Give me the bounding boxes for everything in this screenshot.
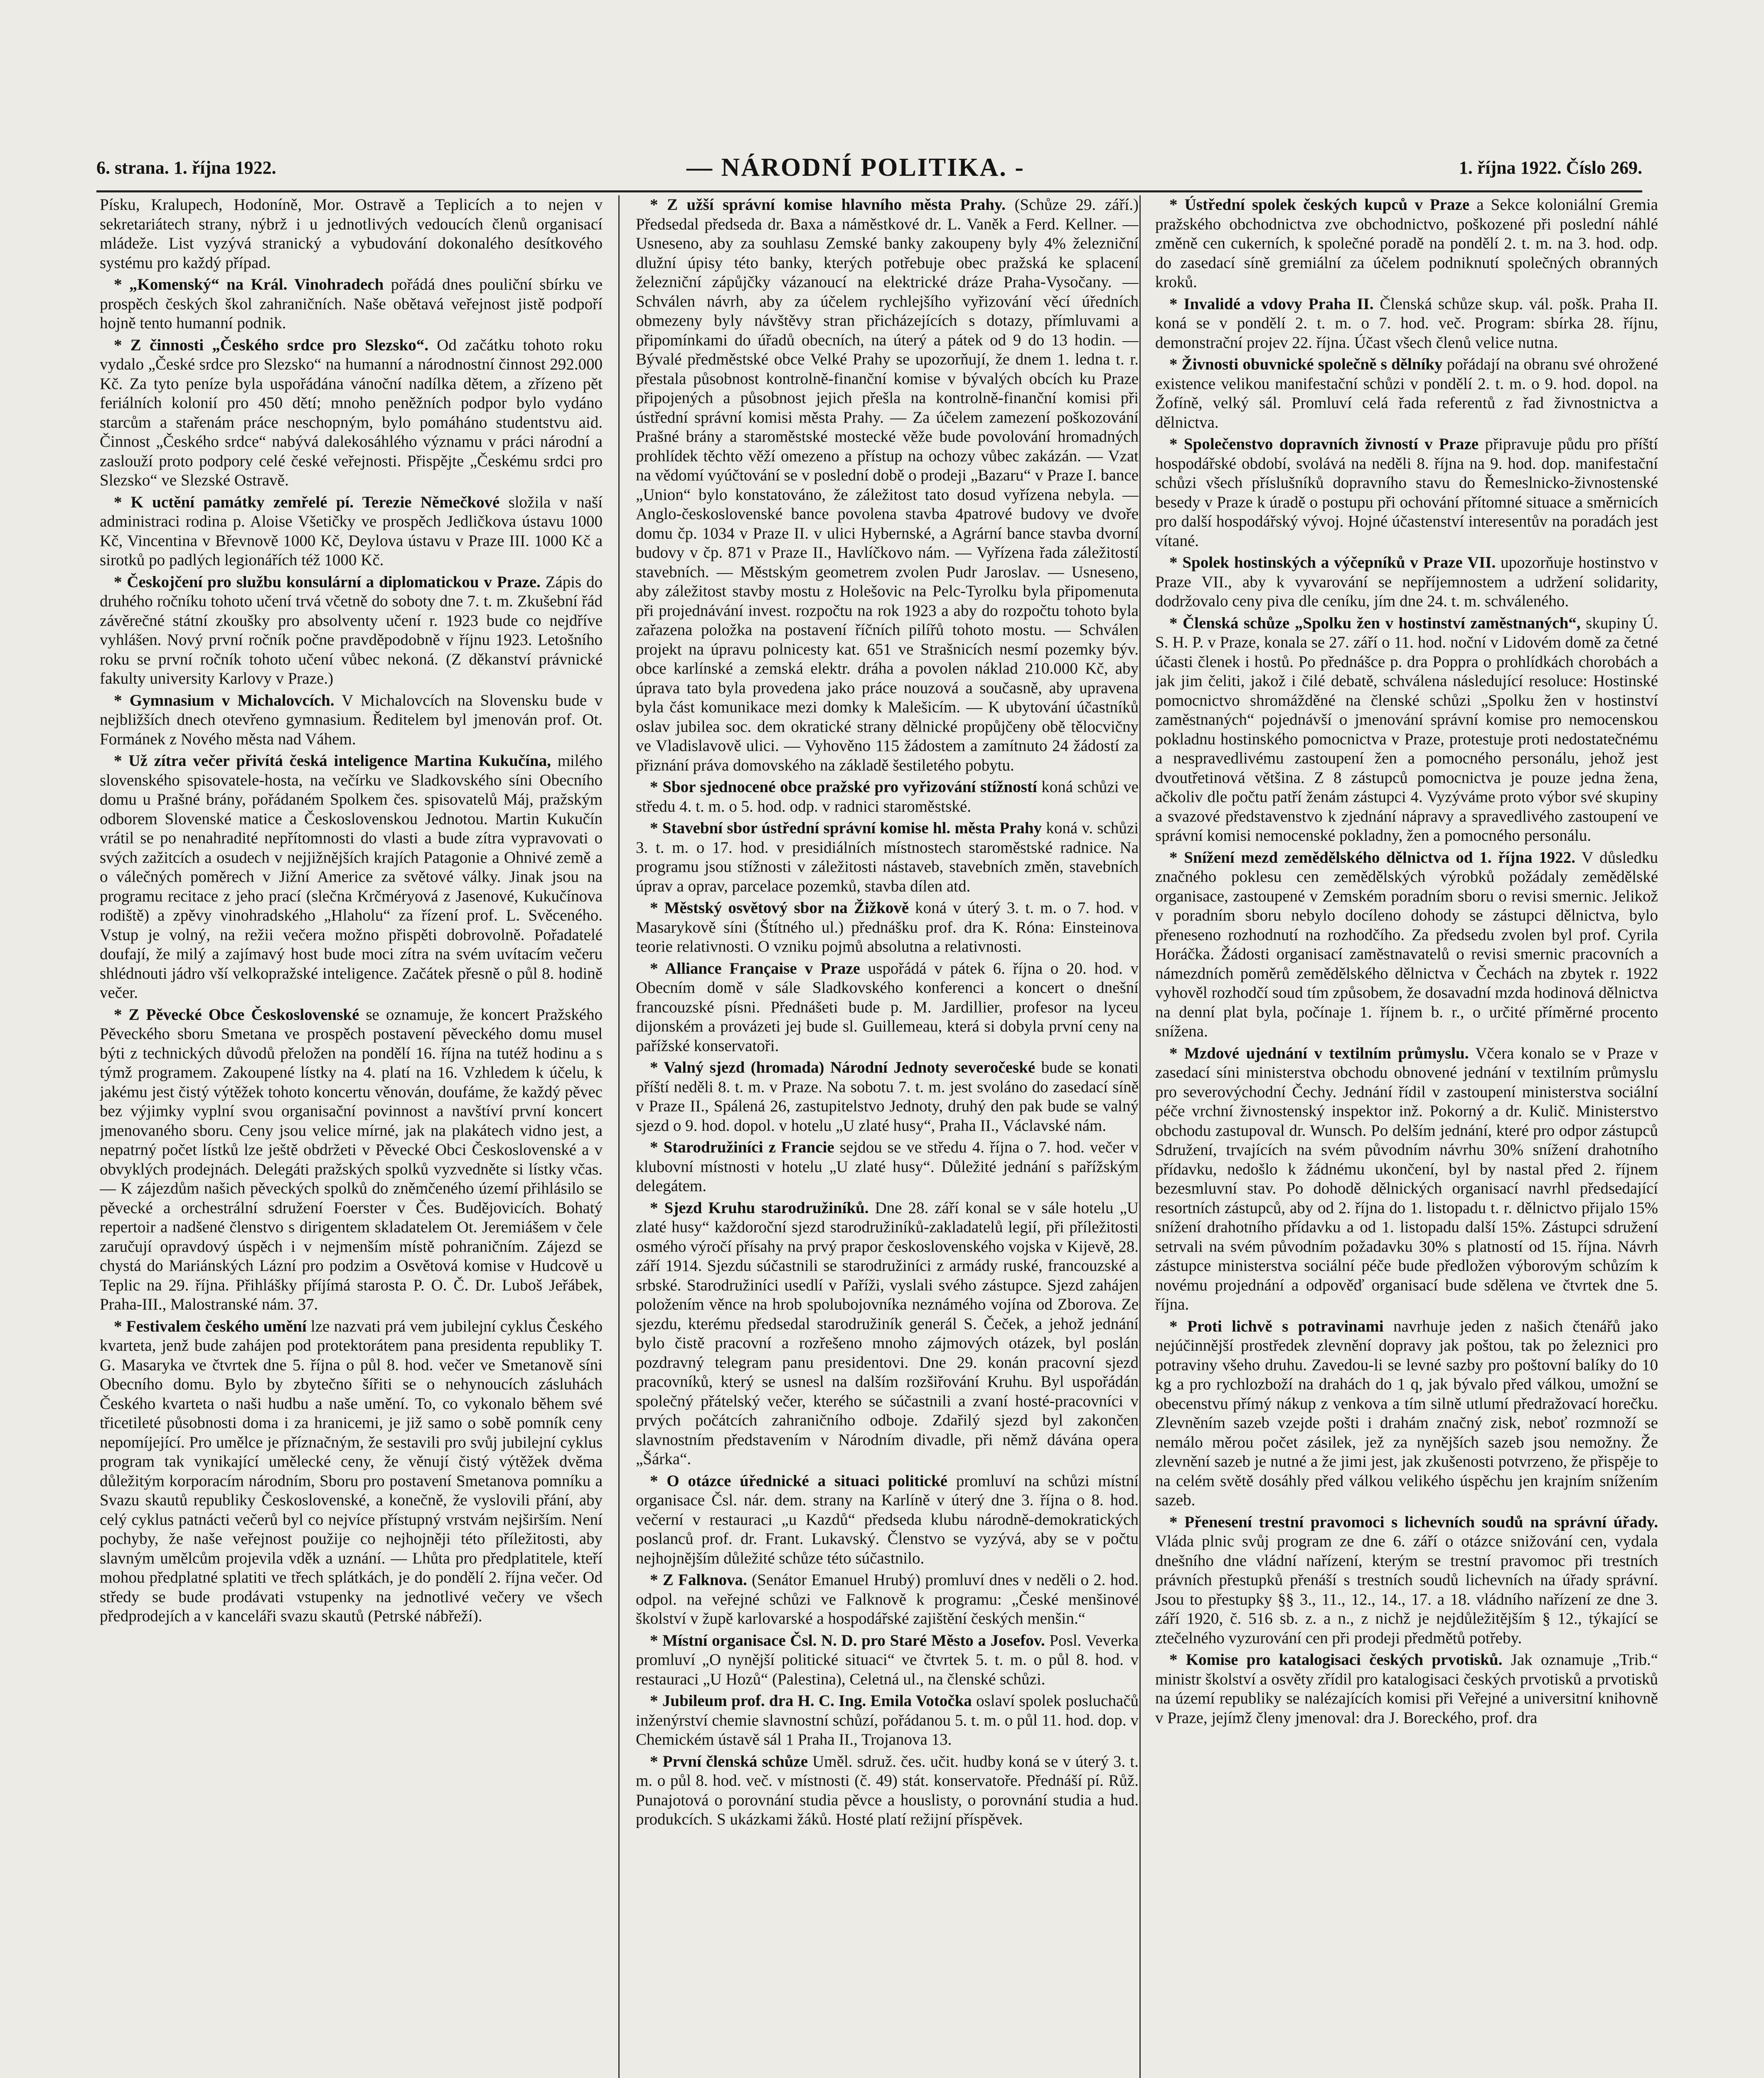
article-text: pořádá dnes pouliční sbírku ve prospěch českých škol zahraničních. Naše obětavá veřejnost jistě podpoří hojně tento humanní podnik. — [100, 276, 603, 332]
article-text: skupiny Ú. S. H. P. v Praze, konala se 27. září o 11. hod. noční v Lidovém domě za četné účasti členek i hostů. Po přednášce p. dra Poppra o prohlídkách chorobách a jak jim čeliti, jakož i čilé debatě, schválena následující resoluce: Hostinské pomocnictvo shromážděné na členské schůzi „Spolku žen v hostinství zaměstnaných“ pojednávší o jmenování správní komise pro nemocenskou pokladnu hostinského pomocnictva v Praze, protestuje proti nedostatečnému a nespravedlivému zastoupení žen a pomocného personálu, jehož jest dvoutřetinová většina. Z 8 zástupců pomocnictva je pouze jedna žena, ačkoliv dle počtu patří ženám zástupci 4. Vyzýváme proto výbor své skupiny a svazové představenstvo k zjednání nápravy a spravedlivého zastoupení ve správní komisi nemocenské pokladny, žen a pomocného personálu. — [1155, 614, 1658, 844]
article — [636, 899, 1139, 957]
article — [1155, 553, 1658, 611]
article-text: Zápis do druhého ročníku tohoto učení trvá včetně do soboty dne 7. t. m. Zkušební řád závěrečné státní zkoušky pro absolventy učení r. 1923 bude co nejdříve vyhlášen. Nový první ročník počne pravděpodobně v říjnu 1923. Letošního roku se první ročník tohoto učení vůbec nekoná. (Z děkanství právnické fakulty university Karlovy v Praze.) — [100, 573, 603, 687]
article — [100, 751, 603, 1003]
article-text: Vláda plnic svůj program ze dne 6. září o otázce snižování cen, vydala dnešního dne vládní nařízení, kterým se trestní pravomoc při trestních právních přestupků přenáší s trestních soudů lichevních na úřady správní. Jsou to přestupky §§ 3., 11., 12., 14., 17. a 18. vládního nařízení ze dne 3. září 1920, č. 516 sb. z. a n., z nichž je nejdůležitějším § 12., týkající se ztečelného vyzurování cen při prodeji předmětů potřeby. — [1155, 1532, 1658, 1647]
article-headline: * Už zítra večer přivítá česká inteligence Martina Kukučína, — [114, 752, 551, 770]
article-headline: * Živnosti obuvnické společně s dělníky — [1169, 355, 1443, 373]
article-text: promluví na schůzi místní organisace Čsl. nár. dem. strany na Karlíně v úterý dne 3. října o 8. hod. večerní v restauraci „u Kazdů“ předseda klubu národně-demokratických poslanců prof. dr. Frant. Lukavský. Členstvo se vyzývá, aby se v počtu nejhojnějším důležité schůze této súčastnilo. — [636, 1472, 1139, 1567]
article-text: V důsledku značného poklesu cen zemědělských výrobků požádaly zemědělské organisace, zastoupené v Zemském poradním sboru o revisi smernic. Jelikož v poradním sboru nebylo docíleno dohody se zástupci dělnictva, bylo přeneseno rozhodnutí na rozhodčího. Za předsedu zvolen byl prof. Cyrila Horáčka. Žádosti organisací zaměstnavatelů o revisi smernic pracovních a námezdních poměrů zemědělského dělnictva v Čechách na zbytek r. 1922 vyhověl rozhodčí soud tím způsobem, že dosavadní mzda hodinová dělnictva na denní plat byla, počínaje 1. říjnem b. r., o určité příměrné procento snížena. — [1155, 848, 1658, 1040]
article — [1155, 1317, 1658, 1510]
article — [1155, 1513, 1658, 1648]
page-number-date: 6. strana. 1. října 1922. — [96, 158, 276, 178]
article-headline: * Místní organisace Čsl. N. D. pro Staré Město a Josefov. — [650, 1631, 1045, 1650]
article-text: milého slovenského spisovatele-hosta, na večírku ve Sladkovského síni Obecního domu u Prašné brány, pořádaném Spolkem čes. spisovatelů Máj, pražským odborem Slovenské matice a Československou Jednotou. Martin Kukučín vrátil se po nenahradité nepřítomnosti do vlasti a bude zítra vypravovati o svých zažitcích a osudech v nejjižnějších krajích Patagonie a Ohnivé země a o válečných poměrech v Jižní Americe za světové války. Jinak jsou na programu recitace z jeho prací (slečna Krčméryová z Jasenové, Kukučínova rodiště) a zpěvy vinohradského „Hlaholu“ za řízení prof. L. Svěceného. Vstup je volný, na režii večera možno přispěti dobrovolně. Pořadatelé doufají, že milý a zajímavý host bude moci zítra na svém uvítacím večeru shlédnouti jádro vší velkopražské inteligence. Začátek přesně o půl 8. hodině večer. — [100, 752, 603, 1002]
article-text: oslaví spolek posluchačů inženýrství chemie slavnostní schůzí, pořádanou 5. t. m. o půl 11. hod. dop. v Chemickém ústavě sál 1 Praha II., Trojanova 13. — [636, 1692, 1139, 1748]
article — [1155, 195, 1658, 292]
article — [1155, 435, 1658, 551]
article — [100, 195, 603, 273]
article — [1155, 355, 1658, 432]
article — [100, 573, 603, 689]
article-headline: * Alliance Française v Praze — [650, 959, 860, 977]
article-text: složila v naší administraci rodina p. Aloise Všetičky ve prospěch Jedličkova ústavu 1000 Kč, Vincentina v Břevnově 1000 Kč, Deylova ústavu v Praze III. 1000 Kč a sirotků po padlých legionářích též 1000 Kč. — [100, 493, 603, 569]
article-text: lze nazvati prá vem jubilejní cyklus Českého kvarteta, jenž bude zahájen pod protektorátem pana presidenta republiky T. G. Masaryka ve čtvrtek dne 5. října o půl 8. hod. večer ve Smetanově síni Obecního domu. Bylo by zbytečno šířiti se o nehynoucích zásluhách Českého kvarteta o naši hudbu a naše umění. To, co vykonalo během své třicetileté působnosti doma i za hranicemi, je již samo o sobě pomník ceny nepomíjející. Pro umělce je příznačným, že sestavili pro svůj jubilejní cyklus program tak vynikající umělecké ceny, že věnují čistý výtěžek dvěma důležitým korporacím národním, Sboru pro postavení Smetanova pomníku a Svazu skautů republiky Československé, a konečně, že vyslovili přání, aby celý cyklus patnácti večerů byl co nejvíce přístupný vrstvám nejširším. Není pochyby, že naše veřejnost použije co nejhojněji této příležitosti, aby slavným umělcům projevila vděk a uznání. — Lhůta pro předplatitele, kteří mohou předplatné splatiti ve třech splátkách, je do pondělí 2. října večer. Od středy se bude prodávati vstupenky na jednotlivé večery ve všech předprodejích a v kanceláři svazu skautů (Petrské nábřeží). — [100, 1317, 603, 1625]
article-text: koná v. schůzi 3. t. m. o 17. hod. v presidiálních místnostech staroměstské radnice. Na programu jsou stížnosti v záležitosti nástaveb, stavebních změn, stavebních úprav a oprav, parcelace pozemků, stavba dílen atd. — [636, 819, 1139, 895]
article-headline: * Invalidé a vdovy Praha II. — [1169, 295, 1374, 313]
article-headline: * „Komenský“ na Král. Vinohradech — [114, 276, 384, 293]
article-headline: * Společenstvo dopravních živností v Praze — [1169, 435, 1479, 453]
article-text: uspořádá v pátek 6. října o 20. hod. v Obecním domě v sále Sladkovského konferenci a koncert o dnešní francouzské písni. Přednášeti bude p. M. Jardillier, profesor na lyceu dijonském a provázeti jej bude sl. Guillemeau, která si dobyla první ceny na pařížské konservatoři. — [636, 959, 1139, 1055]
article — [100, 493, 603, 570]
article-headline: * K uctění památky zemřelé pí. Terezie Němečkové — [114, 493, 500, 511]
article-text: navrhuje jeden z našich čtenářů jako nejúčinnější prostředek zlevnění dopravy jak poštou, tak po železnici pro potraviny všeho druhu. Zavedou-li se levné sazby pro poštovní balíky do 10 kg a pro rychlozboží na drahách do 1 q, jak bývalo před válkou, umožní se obecenstvu přímý nákup z venkova a tím silně utlumí předražovací horečku. Zlevněním sazeb vzejde pošti i drahám značný zisk, neboť rozmnoží se nemálo měrou počet zásilek, jež za nynějších sazeb jsou nemožny. Že zlevnění sazeb je nutné a že jimi jest, jak zkušenosti potvrzeno, že přispěje to na celém světě dosáhly před válkou velikého úspěchu jen krajním snížením sazeb. — [1155, 1317, 1658, 1509]
article — [636, 1199, 1139, 1469]
column-1 — [100, 195, 603, 2078]
article-text: bude se konati příští neděli 8. t. m. v Praze. Na sobotu 7. t. m. jest svoláno do zasedací síně v Praze II., Spálená 26, zastupitelstvo Jednoty, druhý den pak bude se valný sjezd o 9. hod. dopol. v hotelu „U zlaté husy“, Praha II., Václavské nám. — [636, 1059, 1139, 1135]
article-text: (Senátor Emanuel Hrubý) promluví dnes v neděli o 2. hod. odpol. na veřejné schůzi ve Falknově k programu: „České menšinové školství v župě karlovarské a hospodářské zajištění českých menšin.“ — [636, 1571, 1139, 1627]
column-divider — [1139, 195, 1141, 2078]
article-text: Dne 28. září konal se v sále hotelu „U zlaté husy“ každoroční sjezd starodružiníků-zakladatelů legií, při příležitosti osmého výročí přísahy na prvý prapor československého vojska v Kijevě, 28. září 1914. Sjezdu súčastnili se starodružiníci z armády ruské, francouzské a srbské. Starodružiníci usedlí v Paříži, vyslali svého zástupce. Sjezd zahájen položením věnce na hrob spolubojovníka neznámého vojína od Zborova. Ze sjezdu, kterému předsedal starodružiník generál S. Čeček, a jehož jednání bylo čistě pracovní a rozřešeno mnoho zájmových otázek, byl poslán pozdravný telegram panu presidentovi. Dne 29. konán pracovní sjezd pracovníků, který se usnesl na dalším rozšiřování Kruhu. Byl uspořádán společný přátelský večer, kterého se súčastnili a zvaní hosté-pracovníci v prvých počátcích zahraničního odboje. Zdařilý sjezd byl zakončen slavnostním představením v Národním divadle, při němž dávána opera „Šárka“. — [636, 1199, 1139, 1468]
article — [636, 1631, 1139, 1689]
article-headline: * Mzdové ujednání v textilním průmyslu. — [1169, 1044, 1469, 1062]
article-text: upozorňuje hostinstvo v Praze VII., aby k vyvarování se nepříjemnostem a udržení solidarity, dodržovalo ceny piva dle ceníku, jím dne 24. t. m. schváleného. — [1155, 554, 1658, 610]
article-headline: * Festivalem českého umění — [114, 1317, 307, 1335]
article — [636, 1058, 1139, 1135]
article-text: připravuje půdu pro příští hospodářské období, svolává na neděli 8. října na 9. hod. dop. manifestační schůzi všech příslušníků dopravního stavu do Řemeslnicko-živnostenské besedy v Praze k úradě o postupu při ochování přítomné situace a směrnicích pro další hospodářský vývoj. Hojné účastenství interesentův na poradách jest vítané. — [1155, 435, 1658, 550]
article-text: Členská schůze skup. vál. pošk. Praha II. koná se v pondělí 2. t. m. o 7. hod. več. Program: sbírka 28. říjnu, demonstrační projev 22. října. Účast všech členů velice nutna. — [1155, 295, 1658, 352]
article-headline: * Českojčení pro službu konsulární a diplomatickou v Praze. — [114, 573, 541, 591]
article-headline: * Sbor sjednocené obce pražské pro vyřizování stížností — [650, 778, 1037, 796]
article-headline: * Proti lichvě s potravinami — [1169, 1317, 1384, 1335]
article-text: sejdou se ve středu 4. října o 7. hod. večer v klubovní místnosti v hotelu „U zlaté husy“. Důležité jednání s pařížským delegátem. — [636, 1138, 1139, 1195]
article — [100, 336, 603, 490]
article-headline: * Komise pro katalogisaci českých prvotisků. — [1169, 1651, 1503, 1669]
article-text: Od začátku tohoto roku vydalo „České srdce pro Slezsko“ na humanní a národnostní činnost 292.000 Kč. Za tyto peníze byla uspořádána vánoční nadílka dětem, a zřízeno pět feriálních kolonií pro 450 dětí; mnoho peněžních podpor bylo vydáno starcům a stařenám práce neschopným, bylo pomáháno studentstvu aid. Činnost „Českého srdce“ nabývá dalekosáhlého významu v práci národní a zaslouží proto podpory celé české veřejnosti. Přispějte „Českému srdci pro Slezsko“ ve Slezské Ostravě. — [100, 336, 603, 489]
article — [636, 1752, 1139, 1829]
article-headline: * Městský osvětový sbor na Žižkově — [650, 899, 909, 917]
article — [1155, 614, 1658, 846]
column-2 — [636, 195, 1139, 2078]
article-text: koná schůzi ve středu 4. t. m. o 5. hod. odp. v radnici staroměstské. — [636, 778, 1139, 815]
article-headline: * Z užší správní komise hlavního města Prahy. — [650, 196, 1006, 214]
article-text: a Sekce koloniální Gremia pražského obchodnictva zve obchodnictvo, poškozené při poslední náhlé změně cen cukerních, k společné poradě na pondělí 2. t. m. na 3. hod. odp. do zasedací síně gremiální za účelem podniknutí společných obranných kroků. — [1155, 196, 1658, 291]
column-3 — [1155, 195, 1658, 2078]
article — [100, 1317, 603, 1626]
article — [636, 1571, 1139, 1629]
article — [100, 691, 603, 749]
article-text: V Michalovcích na Slovensku bude v nejbližších dnech otevřeno gymnasium. Ředitelem byl jmenován prof. Ot. Formánek z Nového města nad Váhem. — [100, 691, 603, 748]
article — [636, 1691, 1139, 1750]
article — [1155, 295, 1658, 353]
article — [636, 819, 1139, 896]
article — [1155, 1650, 1658, 1728]
article-text: se oznamuje, že koncert Pražského Pěveckého sboru Smetana ve prospěch postavení pěveckého domu musel býti z technických důvodů přeložen na pondělí 16. října na tutéž hodinu a s týmž programem. Zakoupené lístky na 4. platí na 16. Vzhledem k účelu, k jakému jest čistý výtěžek tohoto koncertu věnován, doufáme, že každý pěvec bez výjimky vyplní svou organisační povinnost a navštíví první koncert jmenovaného sboru. Ceny jsou velice mírné, jak na plakátech vidno jest, a nepatrný počet lístků lze ještě obdržeti v Pěvecké Obci Československé a v obvyklých prodejnách. Delegáti pražských spolků vyzvedněte si lístky včas. — K zájezdům našich pěveckých spolků do zněmčeného území přihlásilo se pěvecké a orchestrální sdružení Foerster v Čes. Budějovicích. Bohatý repertoir a nadšené členstvo s dirigentem skladatelem Ot. Jeremiášem v čele zaručují opravdový úspěch i v nejmenším místě pohraničním. Zájezd se chystá do Mariánských Lázní pro podzim a Osvětová komise v Hudcově u Teplic na 29. října. Přihlášky příjímá starosta P. O. Č. Dr. Luboš Jeřábek, Praha-III., Malostranské nám. 37. — [100, 1005, 603, 1313]
article-headline: * Z Falknova. — [650, 1571, 747, 1589]
article — [1155, 848, 1658, 1041]
article — [100, 275, 603, 333]
article-text: (Schůze 29. září.) Předsedal předseda dr. Baxa a náměstkové dr. L. Vaněk a Ferd. Kellner. — Usneseno, aby za souhlasu Zemské banky zakoupeny byly 4% železniční dlužní úpisy této banky, kterých potřebuje obec pražská ke splacení železniční zápůjčky vázanoucí na elektrické dráze Praha-Vysočany. — Schválen návrh, aby za účelem rychlejšího vyřizování věcí úředních obmezeny byly návštěvy stran přicházejících s dotazy, přímluvami a připomínkami do úřadů obecních, na úterý a pátek od 9 do 13 hodin. — Bývalé předměstské obce Velké Prahy se upozorňují, že dnem 1. ledna t. r. přestala působnost kontrolně-finanční komise v bývalých obcích ku Praze připojených a působnost jejich přešla na kontrolně-finanční komisi při ústřední správní komisi města Prahy. — Za účelem zamezení poškozování Prašné brány a staroměstské mostecké věže bude povolování hromadných prohlídek těchto věží omezeno a přístup na ochozy vůbec zakázán. — Vzat na vědomí vyúčtování se v poslední době o prodeji „Bazaru“ v Praze I. bance „Union“ bylo konstatováno, že záležitost tato dosud vyřízena nebyla. — Anglo-československé bance povolena stavba 4patrové budovy ve dvoře domu čp. 1034 v Praze II. v ulici Hybernské, a Agrární bance stavba dvorní budovy v čp. 871 v Praze II., Havlíčkovo nám. — Vyřízena řada záležitostí stavebních. — Městským geometrem zvolen Pudr Jaroslav. — Usneseno, aby záležitost stavby mostu z Holešovic na Pelc-Tyrolku byla připomenuta při projednávání invest. rozpočtu na rok 1923 a aby do rozpočtu tohoto byla zařazena položka na postavení říčních pilířů tohoto mostu. — Schválen projekt na úpravu polnicesty kat. 651 ve Strašnicích nesmí pozemky býv. obce karlínské a zemská elektr. dráha a povolen náklad 210.000 Kč, aby úprava tato byla provedena jako práce nouzová a současně, aby upravena byla část komunikace mezi domky k Malešicím. — K ubytování účastníků oslav jubilea soc. dem okratické strany dělnické propůjčeny obě tělocvičny ve Vladislavově ulici. — Vyhověno 115 žádostem a zamítnuto 24 žádostí za přiznání práva domovského na základě šestiletého pobytu. — [636, 196, 1139, 774]
article — [1155, 1044, 1658, 1315]
article-headline: * Stavební sbor ústřední správní komise hl. města Prahy — [650, 819, 1042, 837]
article-text: Posl. Veverka promluví „O nynější politické situaci“ ve čtvrtek 5. t. m. o půl 8. hod. v restauraci „U Hozů“ (Palestina), Celetná ul., na členské schůzi. — [636, 1631, 1139, 1688]
article — [636, 1472, 1139, 1568]
article — [636, 959, 1139, 1056]
article-headline: * Jubileum prof. dra H. C. Ing. Emila Votočka — [650, 1692, 972, 1710]
newspaper-title: — NÁRODNÍ POLITIKA. - — [686, 153, 1025, 182]
article-headline: * Valný sjezd (hromada) Národní Jednoty severočeské — [650, 1059, 1036, 1076]
article-text: koná v úterý 3. t. m. o 7. hod. v Masarykově síni (Štítného ul.) přednášku prof. dra K. Róna: Einsteinova teorie relativnosti. O vzniku pojmů absolutna a relativnosti. — [636, 899, 1139, 955]
article-text: Jak oznamuje „Trib.“ ministr školství a osvěty zřídil pro katalogisaci českých prvotisků a prvotisků na území republiky se nalézajících komisi při Veřejné a universitní knihovně v Praze, jejímž členy jmenoval: dra J. Boreckého, prof. dra — [1155, 1651, 1658, 1727]
masthead — [96, 153, 1642, 186]
article-headline: * Ústřední spolek českých kupců v Praze — [1169, 196, 1470, 214]
article — [100, 1005, 603, 1315]
article-headline: * O otázce úřednické a situaci politické — [650, 1472, 947, 1490]
article-headline: * Sjezd Kruhu starodružiníků. — [650, 1199, 869, 1217]
column-divider — [618, 195, 620, 2078]
article-text: Písku, Kralupech, Hodoníně, Mor. Ostravě a Teplicích a to nejen v sekretariátech strany, nýbrž i u jednotlivých vedoucích členů organisací mládeže. List vyzývá stranický a vybudování dokonalého desítkového systému pro každý případ. — [100, 196, 603, 272]
article — [636, 1138, 1139, 1196]
article — [636, 778, 1139, 816]
article-headline: * Přenesení trestní pravomoci s lichevních soudů na správní úřady. — [1169, 1513, 1658, 1531]
article-headline: * Starodružiníci z Francie — [650, 1138, 834, 1156]
article-headline: * Členská schůze „Spolku žen v hostinství zaměstnaných“, — [1169, 614, 1581, 632]
article — [636, 195, 1139, 775]
article-headline: * První členská schůze — [650, 1752, 808, 1770]
article-headline: * Z Pěvecké Obce Československé — [114, 1005, 359, 1024]
article-headline: * Gymnasium v Michalovcích. — [114, 691, 335, 709]
article-text: Včera konalo se v Praze v zasedací síni ministerstva obchodu obnovené jednání v textilním průmyslu pro severovýchodní Čechy. Jednání řídil v zastoupení ministerstva sociální péče vrchní živnostenský inspektor inž. Pokorný a dr. Kulič. Ministerstvo obchodu zastupoval dr. Wunsch. Po delším jednání, které pro odpor zástupců Sdružení, trvajících na svém původním návrhu 30% snížení drahotního přídavku, nedošlo k žádnému ukončení, byl by nastal před 2. říjnem bezesmluvní stav. Po dohodě dělnických organisací navrhl předsedající resortních zástupců, aby od 2. října do 1. listopadu t. r. dělnictvo přijalo 15% snížení drahotního přídavku a od 1. listopadu další 15%. Zástupci sdružení setrvali na svém původním požadavku 30% s platností od 15. října. Návrh zástupce ministerstva sociální péče bude předložen výborovým schůzím k novému projednání a odpověď organisací bude sdělena ve čtvrtek dne 5. října. — [1155, 1044, 1658, 1313]
header-rule — [96, 190, 1642, 192]
article-text: Uměl. sdruž. čes. učit. hudby koná se v úterý 3. t. m. o půl 8. hod. več. v místnosti (č. 49) stát. konservatoře. Přednáší pí. Růž. Punajotová o porovnání studia pěvce a houslisty, o porovnání studia a hud. produkcích. S ukázkami žáků. Hosté platí režijní příspěvek. — [636, 1752, 1139, 1828]
article-text: pořádají na obranu své ohrožené existence velikou manifestační schůzi v pondělí 2. t. m. o 9. hod. dopol. na Žofíně, velký sál. Promluví celá řada referentů z řad živnostnictva a dělnictva. — [1155, 355, 1658, 431]
article-headline: * Spolek hostinských a výčepníků v Praze VII. — [1169, 554, 1496, 571]
issue-date-number: 1. října 1922. Číslo 269. — [1459, 158, 1642, 178]
article-headline: * Snížení mezd zemědělského dělnictva od 1. října 1922. — [1169, 848, 1576, 867]
article-headline: * Z činnosti „Českého srdce pro Slezsko“. — [114, 336, 428, 354]
